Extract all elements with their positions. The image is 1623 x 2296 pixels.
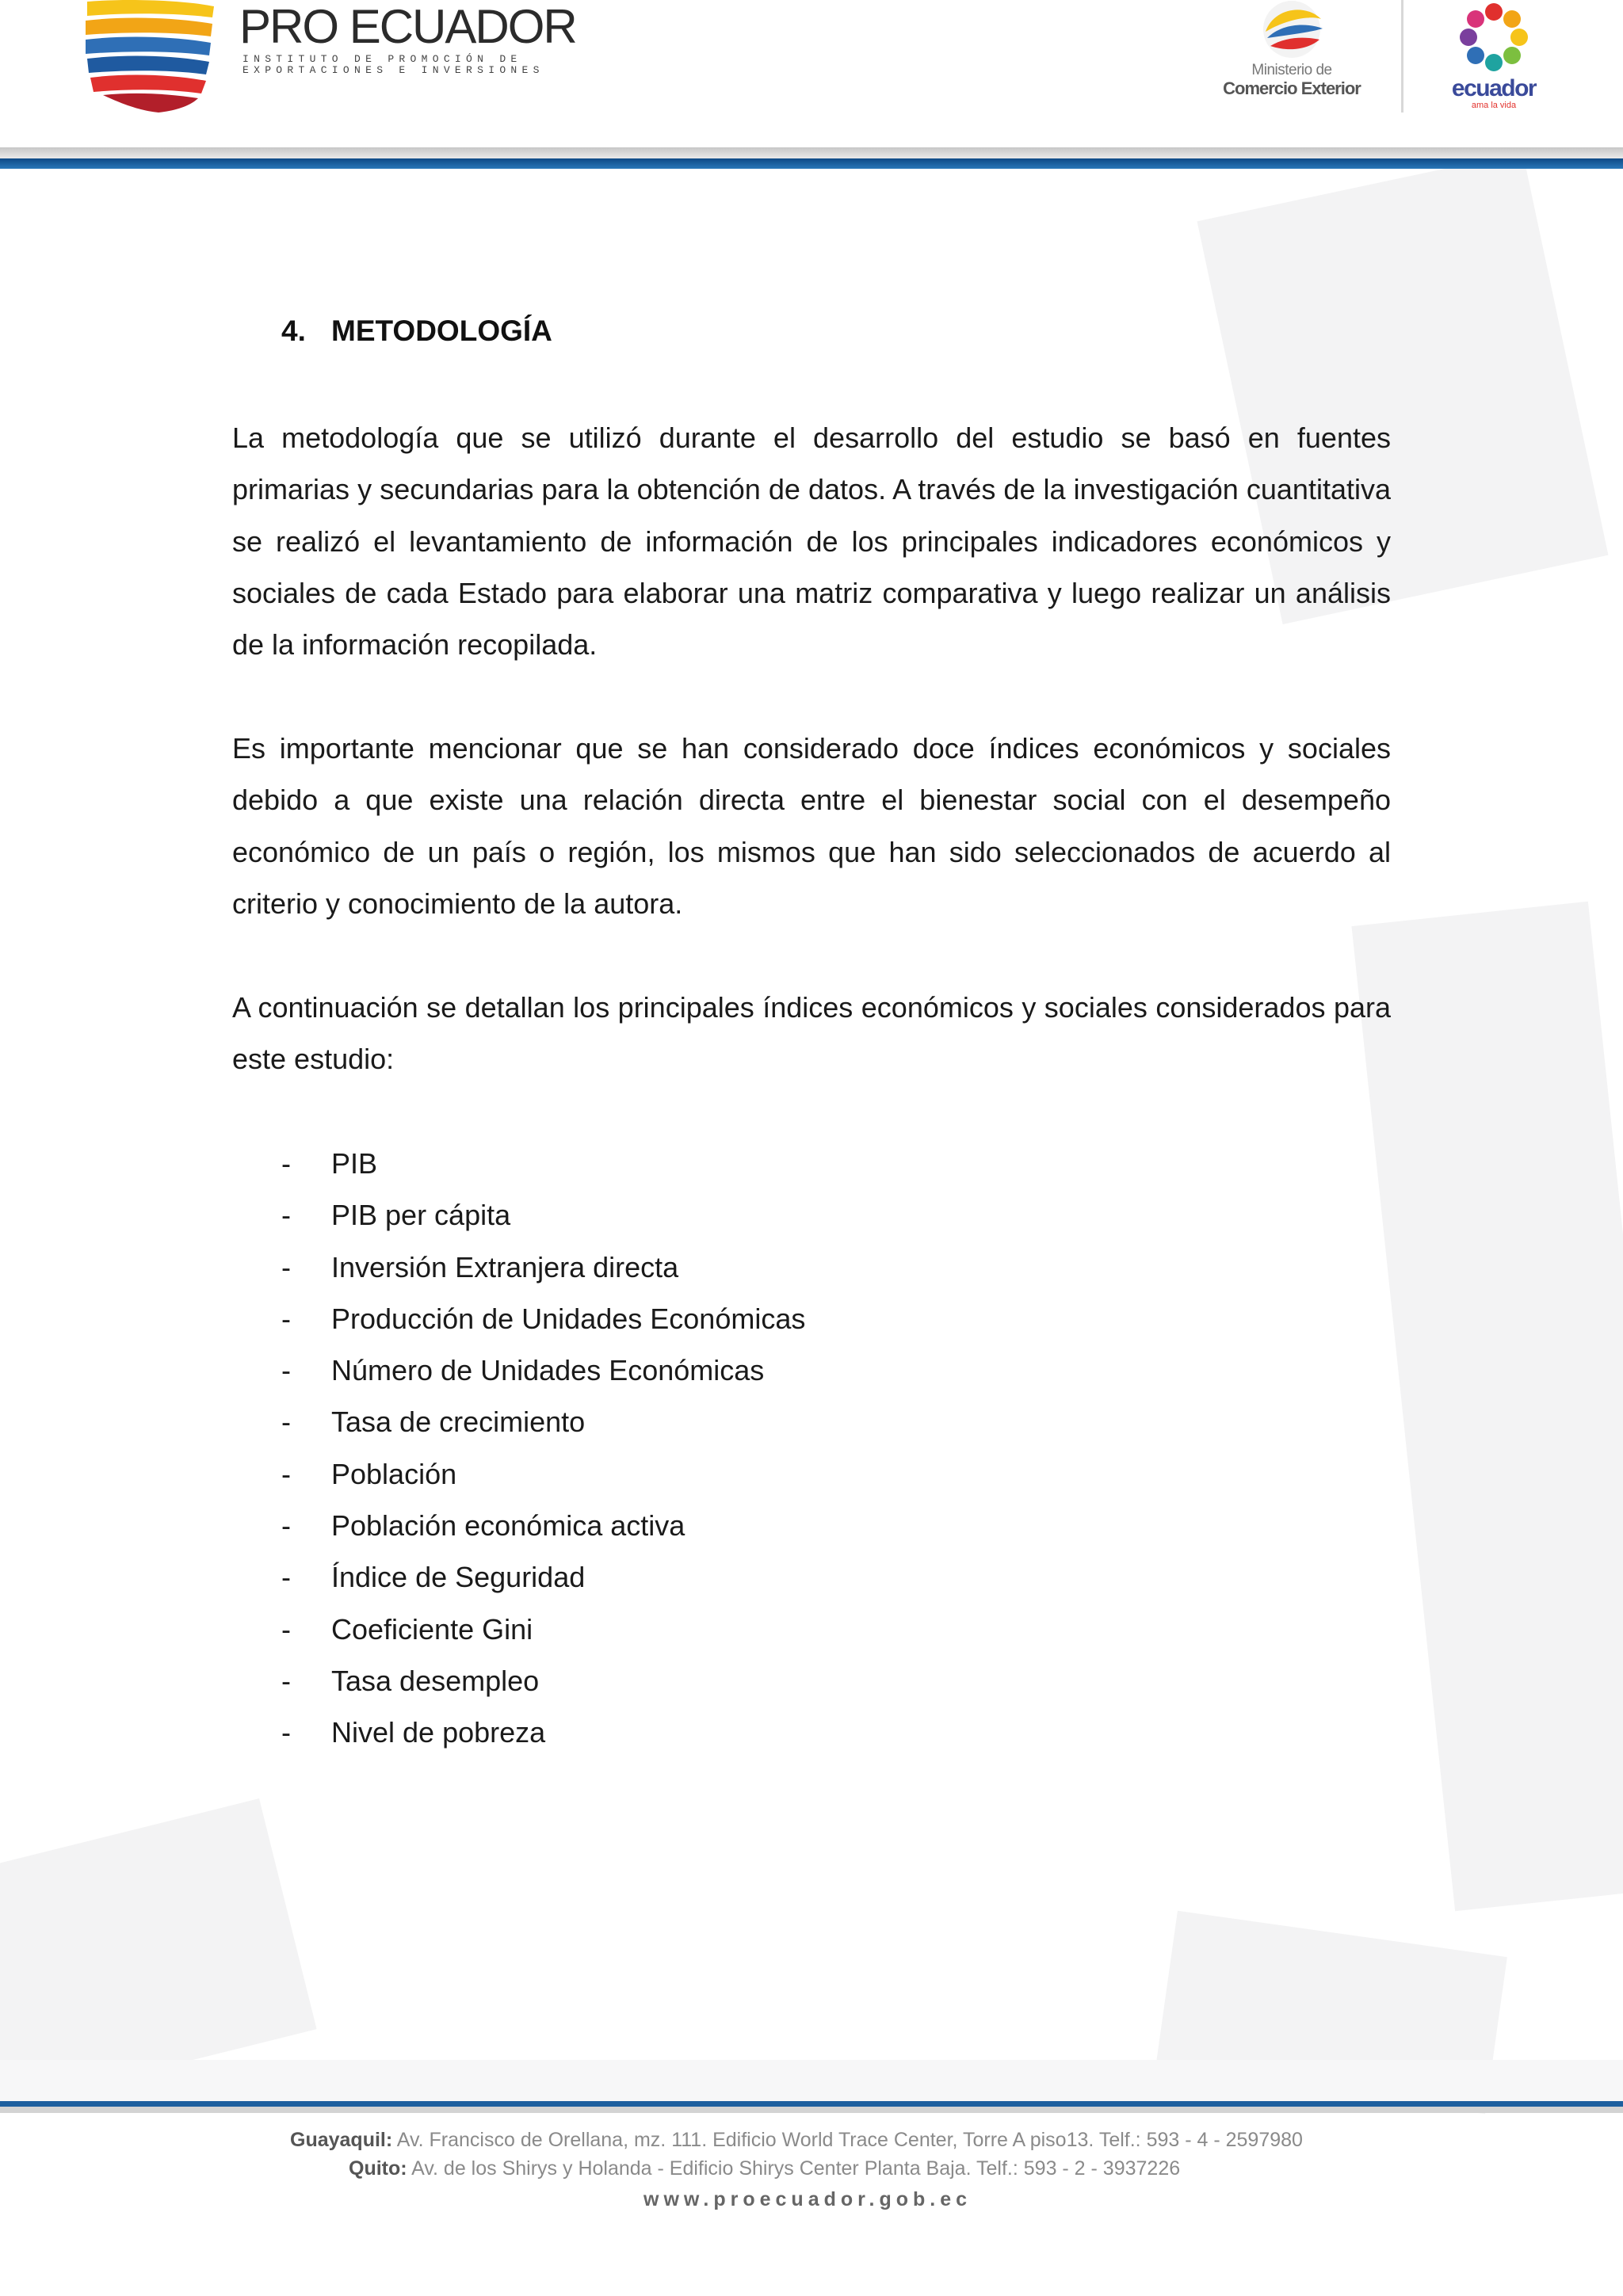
list-item-label: Producción de Unidades Económicas xyxy=(331,1302,806,1335)
brand-title: PRO ECUADOR xyxy=(239,0,576,53)
section-heading xyxy=(281,309,552,353)
ecuador-flower-icon xyxy=(1450,0,1537,74)
section-number: 4. xyxy=(281,315,306,347)
list-item xyxy=(281,1344,805,1396)
paragraph-methodology: La metodología que se utilizó durante el desarrollo del estudio se basó en fuentes primarias y secundarias para la obtención de datos. A través de la investigación cuantitativa se realizó el levantamiento de información de los principales indicadores económicos y sociales de cada Estado para elaborar una matriz comparativa y luego realizar un análisis de la información recopilada. xyxy=(232,421,1391,662)
page-header xyxy=(0,0,1623,170)
brand-subtitle xyxy=(242,54,544,76)
list-marker: - xyxy=(281,1147,291,1180)
list-item xyxy=(281,1707,805,1758)
list-item xyxy=(281,1448,805,1500)
list-item-label: Tasa de crecimiento xyxy=(331,1405,586,1439)
list-item-label: Índice de Seguridad xyxy=(331,1561,586,1594)
list-item-label: Número de Unidades Económicas xyxy=(331,1354,765,1387)
footer-address-text: Av. Francisco de Orellana, mz. 111. Edificio World Trace Center, Torre A piso13. Telf.: 593 - 4 - 2597980 xyxy=(396,2129,1303,2151)
footer-band-gray xyxy=(0,2107,1623,2113)
footer-city-guayaquil: Guayaquil: xyxy=(290,2129,393,2151)
list-marker: - xyxy=(281,1199,291,1232)
list-marker: - xyxy=(281,1354,291,1387)
paragraph-indices-rationale: Es importante mencionar que se han considerado doce índices económicos y sociales debido a que existe una relación directa entre el bienestar social con el desempeño económico de un país o región, los mismos que han sido seleccionados de acuerdo al criterio y conocimiento de la autora. xyxy=(232,732,1391,920)
list-marker: - xyxy=(281,1664,291,1697)
list-marker: - xyxy=(281,1302,291,1335)
footer-address-quito xyxy=(349,2154,1180,2183)
list-item-label: Coeficiente Gini xyxy=(331,1612,533,1646)
list-marker: - xyxy=(281,1457,291,1490)
brand-subtitle-line1: INSTITUTO DE PROMOCIÓN DE xyxy=(242,53,522,65)
list-item xyxy=(281,1293,805,1344)
background-watermark-shape xyxy=(1351,902,1623,1912)
footer-address-text: Av. de los Shirys y Holanda - Edificio Shirys Center Planta Baja. Telf.: 593 - 2 - 3937226 xyxy=(411,2157,1181,2180)
list-marker: - xyxy=(281,1509,291,1543)
pro-ecuador-logo-icon xyxy=(79,0,222,119)
footer-website-link[interactable]: www.proecuador.gob.ec xyxy=(643,2188,972,2210)
list-item xyxy=(281,1189,805,1241)
ministry-line1: Ministerio de xyxy=(1251,62,1332,78)
list-marker: - xyxy=(281,1612,291,1646)
list-item xyxy=(281,1551,805,1603)
section-title: METODOLOGÍA xyxy=(331,315,552,347)
list-item-label: Población económica activa xyxy=(331,1509,685,1543)
ecuador-wordmark: ecuador xyxy=(1451,75,1537,101)
ecuador-tagline: ama la vida xyxy=(1471,101,1517,110)
list-item-label: Nivel de pobreza xyxy=(331,1716,546,1749)
header-band-blue xyxy=(0,158,1623,169)
list-marker: - xyxy=(281,1405,291,1439)
list-item-label: Población xyxy=(331,1457,457,1490)
brand-subtitle-line2: EXPORTACIONES E INVERSIONES xyxy=(242,64,544,76)
ministry-logo xyxy=(1212,0,1371,111)
list-item xyxy=(281,1604,805,1655)
list-item xyxy=(281,1241,805,1293)
paragraph-indices-intro: A continuación se detallan los principales índices económicos y sociales considerados para este estudio: xyxy=(232,991,1391,1076)
background-watermark-shape xyxy=(0,2060,1623,2107)
footer-address-guayaquil xyxy=(290,2126,1303,2154)
header-divider xyxy=(1401,0,1403,113)
footer-band-blue xyxy=(0,2101,1623,2107)
ministry-emblem-icon xyxy=(1258,0,1326,59)
footer-city-quito: Quito: xyxy=(349,2157,407,2180)
list-marker: - xyxy=(281,1250,291,1283)
list-marker: - xyxy=(281,1561,291,1594)
list-item xyxy=(281,1396,805,1447)
list-item-label: PIB per cápita xyxy=(331,1199,511,1232)
ecuador-brand-logo xyxy=(1442,0,1545,111)
list-marker: - xyxy=(281,1716,291,1749)
list-item-label: Inversión Extranjera directa xyxy=(331,1250,679,1283)
list-item xyxy=(281,1655,805,1707)
ministry-line2: Comercio Exterior xyxy=(1223,78,1361,98)
list-item-label: PIB xyxy=(331,1147,378,1180)
indicator-list xyxy=(281,1138,805,1759)
list-item xyxy=(281,1138,805,1189)
list-item xyxy=(281,1500,805,1551)
list-item-label: Tasa desempleo xyxy=(331,1664,540,1697)
header-band-gray xyxy=(0,147,1623,158)
